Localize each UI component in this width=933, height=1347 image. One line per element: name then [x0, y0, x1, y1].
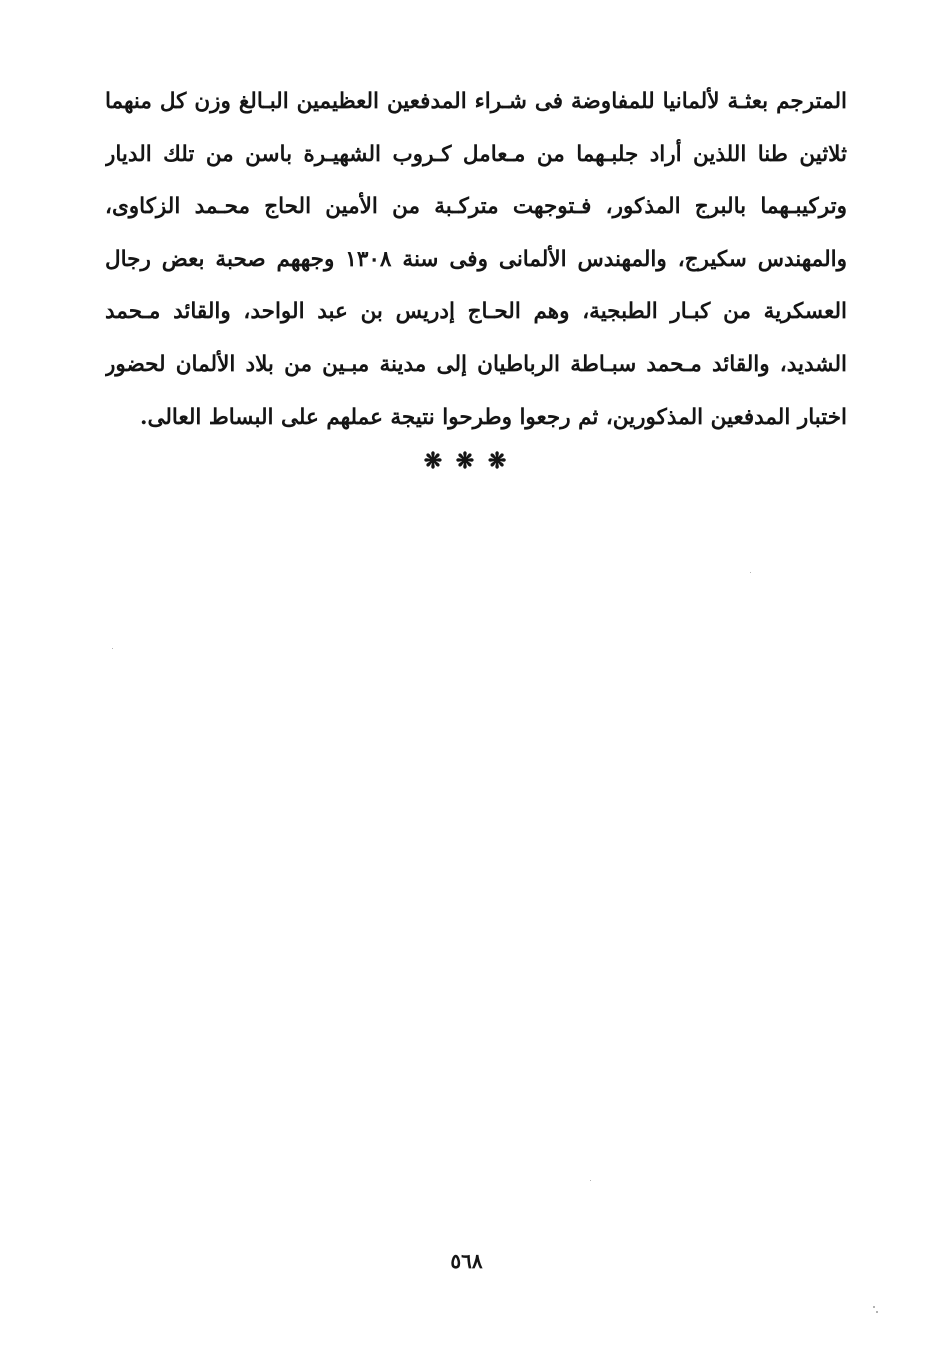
text-line: وتركيبـهما بالبرج المذكور، فـتوجهت متركـبة من الأمين الحاج محـمد الزكاوى، [105, 194, 847, 220]
text-line: العسكرية من كبـار الطبجية، وهم الحـاج إدريس بن عبد الواحد، والقائد مـحمد [105, 299, 847, 325]
scan-speck [873, 1306, 875, 1308]
text-line: اختبار المدفعين المذكورين، ثم رجعوا وطرحوا نتيجة عملهم على البساط العالى. [139, 404, 847, 430]
scan-speck [750, 572, 751, 573]
section-separator: ❋ ❋ ❋ [423, 448, 510, 474]
text-line: المترجم بعثـة لألمانيا للمفاوضة فى شـراء المدفعين العظيمين البـالغ وزن كل منهما [105, 89, 847, 114]
scan-speck [112, 648, 113, 649]
text-line: الشديد، والقائد مـحمد سبـاطة الرباطيان إلى مدينة مبـين من بلاد الألمان لحضور [105, 351, 847, 377]
text-line: ثلاثين طنا اللذين أراد جلبـهما من مـعامل كـروب الشهيـرة باسن من تلك الديار [105, 141, 847, 167]
scan-speck [590, 1180, 591, 1181]
scan-speck [876, 1311, 878, 1313]
page-number: ٥٦٨ [450, 1249, 483, 1273]
body-paragraph [105, 76, 847, 444]
text-line: والمهندس سكيرج، والمهندس الألمانى وفى سنة ١٣٠٨ وجههم صحبة بعض رجال [105, 246, 847, 272]
